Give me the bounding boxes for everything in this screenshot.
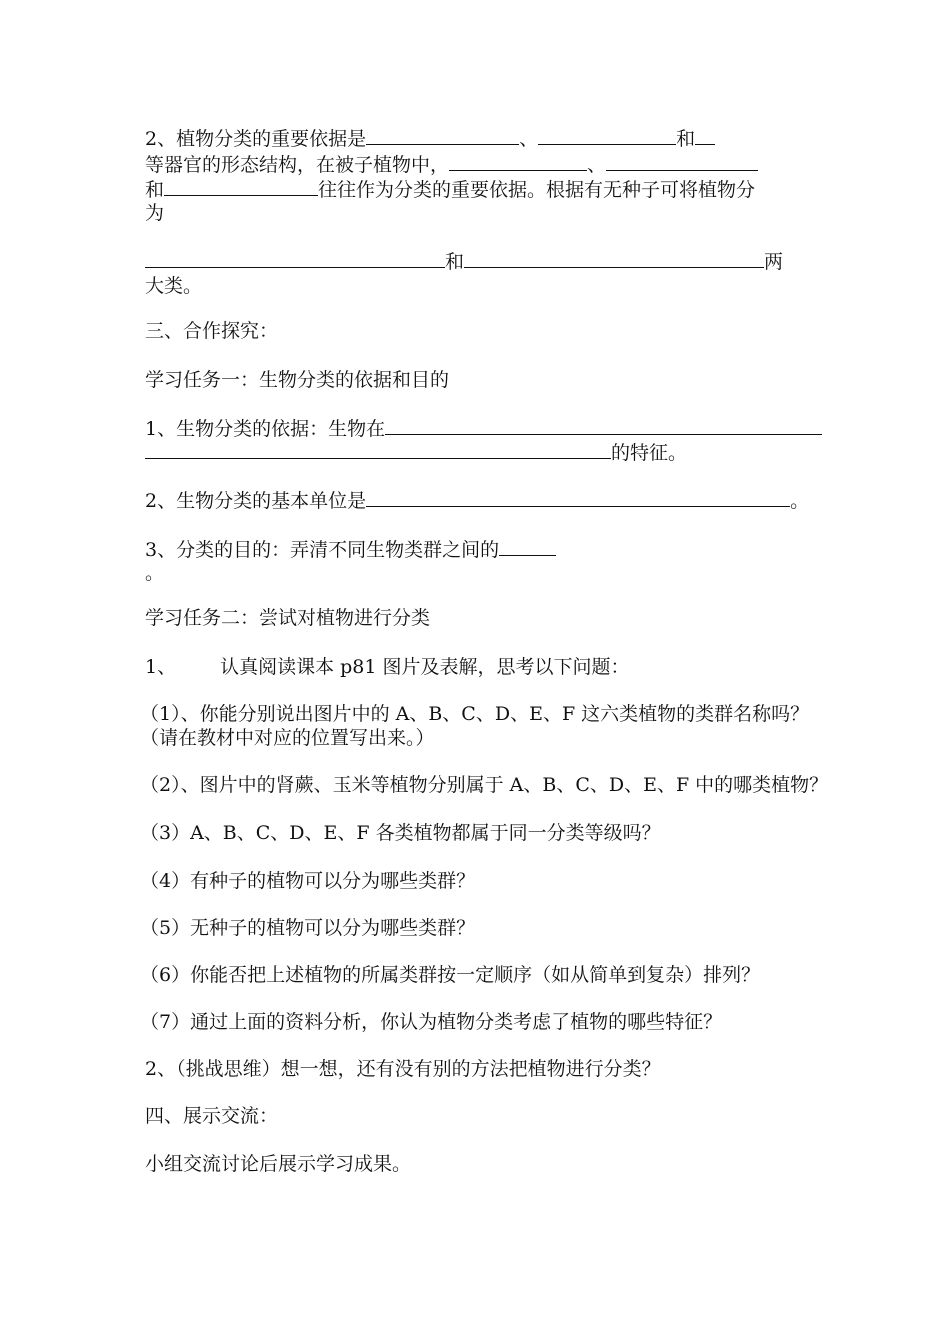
fill-line-4 [145,201,164,225]
question-1: （1）、你能分别说出图片中的 A、B、C、D、E、F 这六类植物的类群名称吗？ [140,703,810,725]
task1-q1 [145,416,822,441]
fill-line-5 [145,249,783,274]
fill-line-1 [145,126,715,151]
task2-item2: 2、（挑战思维）想一想，还有没有别的方法把植物进行分类？ [145,1058,661,1080]
text: 1、 [145,656,177,678]
fill-line-3 [145,177,755,202]
text: 和 [445,251,465,273]
task2-item1 [145,655,630,679]
text: 等器官的形态结构，在被子植物中， [145,154,450,176]
task1-q3 [145,537,556,562]
text: 3、分类的目的：弄清不同生物类群之间的 [145,539,500,561]
question-7: （7）通过上面的资料分析，你认为植物分类考虑了植物的哪些特征？ [140,1011,723,1033]
answer-blank[interactable] [164,177,318,196]
text: 和 [145,179,165,201]
question-4: （4）有种子的植物可以分为哪些类群？ [140,870,476,892]
answer-blank[interactable] [449,152,587,171]
answer-blank[interactable] [145,440,611,459]
text: 的特征。 [611,442,688,464]
fill-line-2 [145,152,758,177]
answer-blank[interactable] [385,416,822,435]
task1-q3-end: 。 [145,562,165,584]
task1-q1-cont [145,440,687,465]
task-title: 学习任务二：尝试对植物进行分类 [145,607,431,629]
question-3: （3）A、B、C、D、E、F 各类植物都属于同一分类等级吗？ [140,822,661,844]
question-6: （6）你能否把上述植物的所属类群按一定顺序（如从简单到复杂）排列？ [140,964,761,986]
answer-blank[interactable] [538,126,676,145]
text: 、 [519,128,539,150]
text: 2、生物分类的基本单位是 [145,490,367,512]
answer-blank[interactable] [499,537,556,556]
section-heading: 四、展示交流： [145,1105,279,1127]
question-2: （2）、图片中的肾蕨、玉米等植物分别属于 A、B、C、D、E、F 中的哪类植物？ [140,774,829,796]
text: 两 [764,251,784,273]
text: 2、植物分类的重要依据是 [145,128,367,150]
text: 认真阅读课本 p81 图片及表解，思考以下问题： [220,656,630,678]
fill-line-6 [145,274,202,298]
task1-q2 [145,488,809,513]
text: 为 [145,202,165,224]
section-heading: 三、合作探究： [145,320,279,342]
text: 往往作为分类的重要依据。根据有无种子可将植物分 [318,179,756,201]
question-5: （5）无种子的植物可以分为哪些类群？ [140,917,476,939]
text: 。 [790,490,810,512]
text: 、 [587,154,607,176]
closing-text: 小组交流讨论后展示学习成果。 [145,1153,412,1175]
answer-blank[interactable] [366,488,790,507]
answer-blank[interactable] [606,152,758,171]
text: 大类。 [145,275,203,297]
question-1-note: （请在教材中对应的位置写出来。） [140,727,435,749]
task-title: 学习任务一：生物分类的依据和目的 [145,369,450,391]
text: 1、生物分类的依据：生物在 [145,418,386,440]
answer-blank[interactable] [366,126,519,145]
answer-blank[interactable] [695,126,715,145]
answer-blank[interactable] [464,249,764,268]
answer-blank[interactable] [145,249,445,268]
text: 和 [676,128,696,150]
